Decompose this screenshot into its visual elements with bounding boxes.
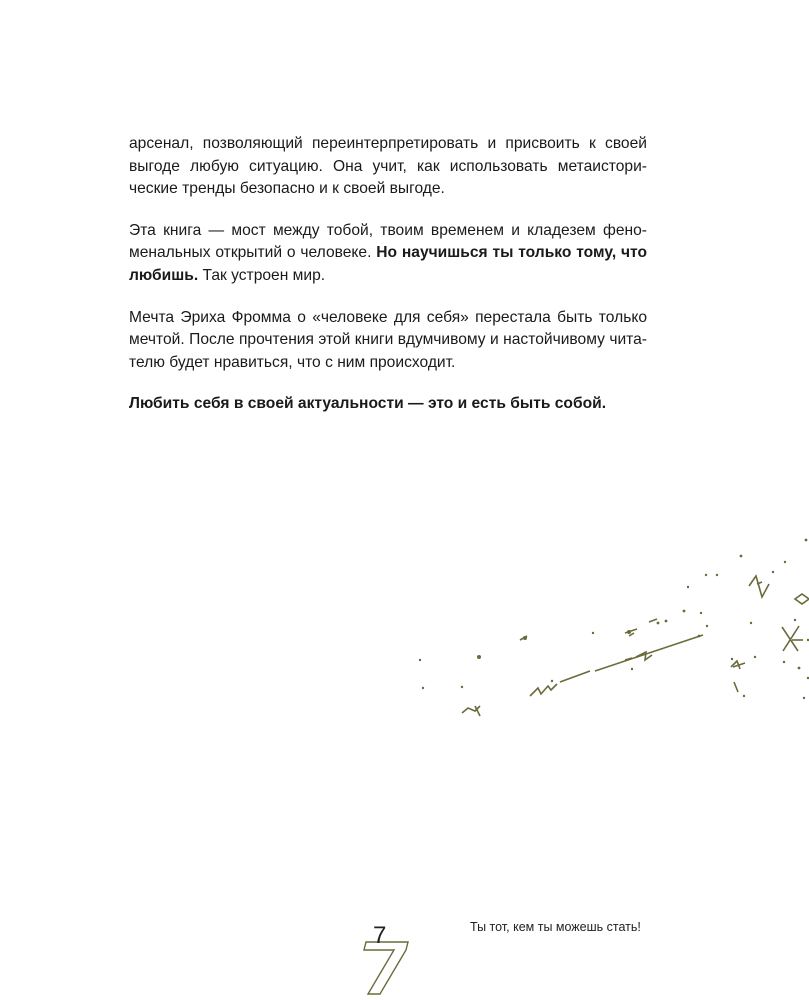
footer-quote: Ты тот, кем ты можешь стать!	[470, 920, 641, 934]
paragraph-2	[129, 220, 647, 288]
page-number	[362, 922, 410, 1000]
paragraph-2-tail: Так устроен мир.	[198, 266, 326, 284]
paragraph-4-bold: Любить себя в своей актуальности — это и есть быть собой.	[129, 395, 607, 413]
page-number-label: 7	[373, 922, 387, 949]
body-text	[129, 133, 647, 435]
paragraph-1: арсенал, позволяющий переинтерпретировать и присвоить к своей выгоде любую ситуацию. Она учит, как использовать метаисторические тренды безопасно и к своей выгоде.	[129, 135, 647, 198]
scattered-glyphs-decoration	[400, 530, 809, 730]
paragraph-3: Мечта Эриха Фромма о «человеке для себя» перестала быть только мечтой. После прочтения этой книги вдумчивому и настойчивому читателю будет нравиться, что с ним происходит.	[129, 308, 647, 371]
paragraph-2-bold: Но научишься ты только тому, что любишь.	[129, 244, 647, 284]
paragraph-2-text: Эта книга — мост между тобой, твоим временем и кладезем феноменальных открытий о человеке.	[129, 221, 647, 262]
paragraph-4	[129, 393, 647, 416]
